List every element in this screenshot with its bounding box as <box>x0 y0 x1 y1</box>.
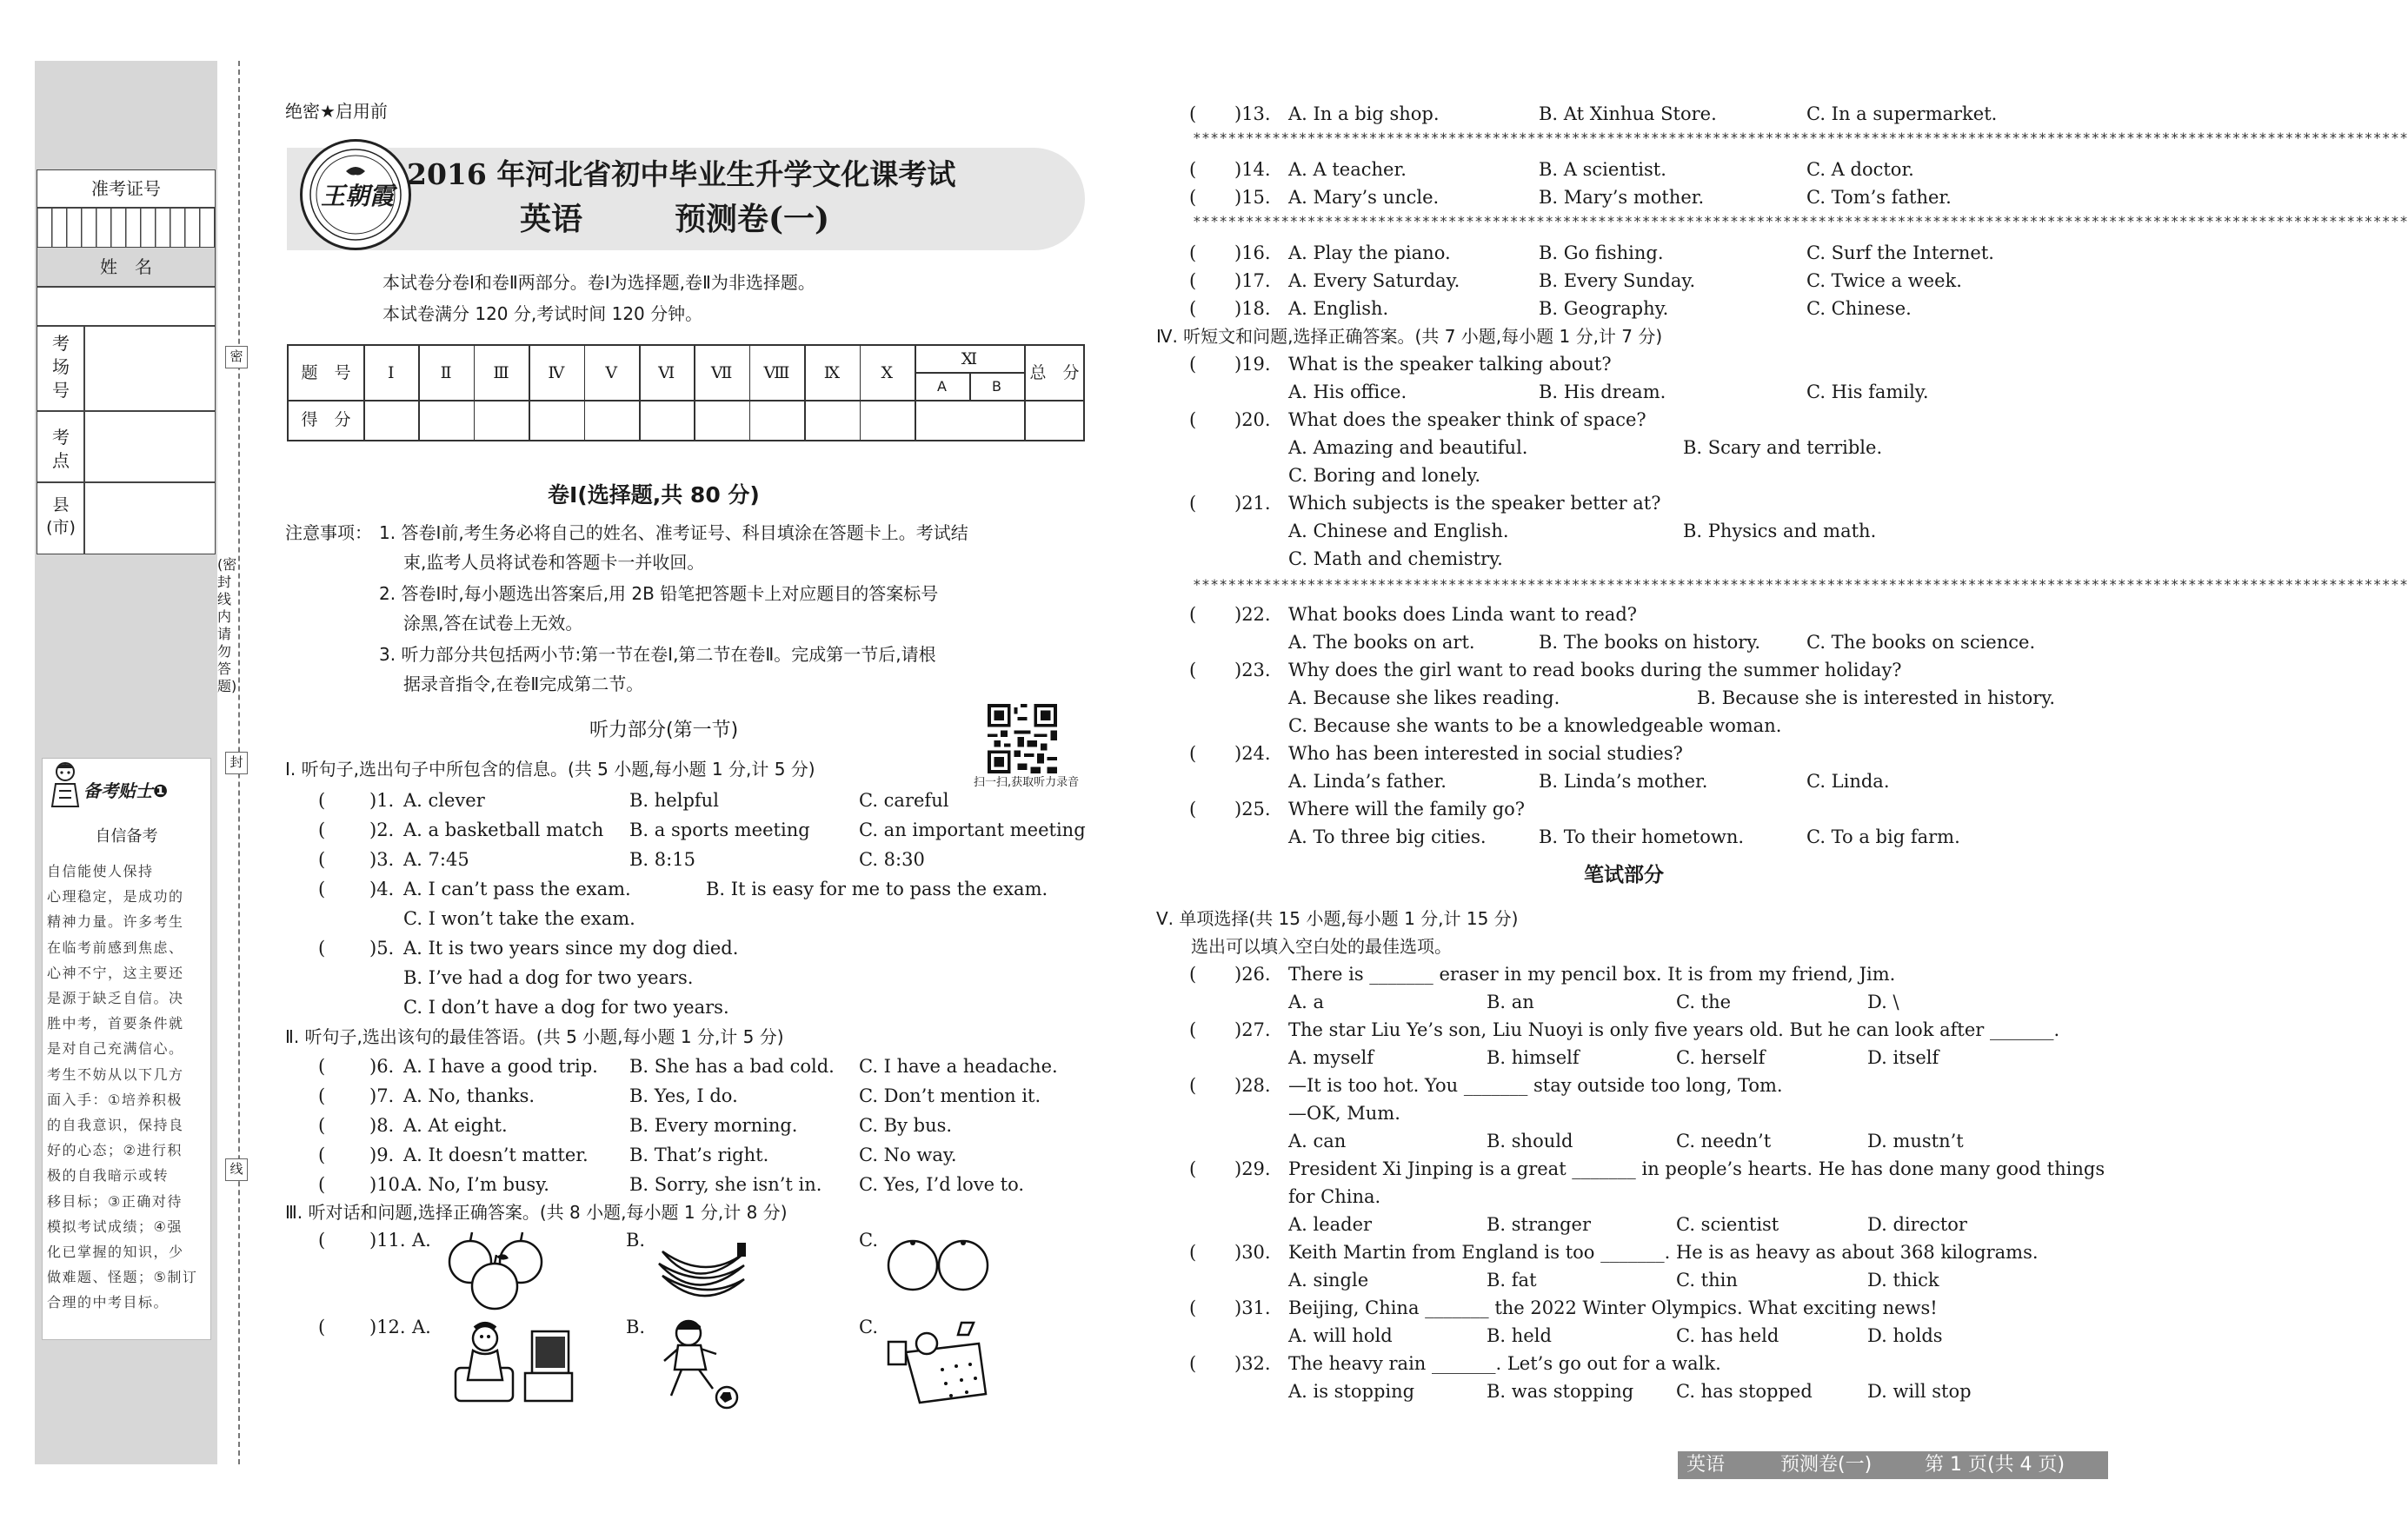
q13-number: )13. <box>1234 103 1271 124</box>
q18-paren[interactable]: ( <box>1189 298 1197 319</box>
q20-option-c[interactable]: C. Boring and lonely. <box>1288 465 1481 486</box>
q12-option-b[interactable]: B. <box>626 1317 646 1337</box>
q23-question: Why does the girl want to read books during the summer holiday? <box>1288 660 1902 680</box>
q11-option-c[interactable]: C. <box>859 1230 878 1251</box>
q32-paren[interactable]: ( <box>1189 1353 1197 1374</box>
q11-paren[interactable]: ( <box>318 1230 326 1251</box>
q27-option-b[interactable]: B. himself <box>1487 1047 1580 1068</box>
q27-option-c[interactable]: C. herself <box>1676 1047 1766 1068</box>
name-field[interactable] <box>37 287 215 325</box>
q10-option-c[interactable]: C. Yes, I’d love to. <box>859 1174 1025 1195</box>
score-col-xi-b: B <box>992 378 1001 395</box>
q23-option-c[interactable]: C. Because she wants to be a knowledgeable woman. <box>1288 715 1782 736</box>
county-label: 县(市) <box>46 495 76 537</box>
q22-option-a[interactable]: A. The books on art. <box>1288 632 1475 653</box>
q20-option-a[interactable]: A. Amazing and beautiful. <box>1288 437 1528 458</box>
q25-question: Where will the family go? <box>1288 799 1526 820</box>
tip-line: 心理稳定，是成功的 <box>47 888 184 906</box>
q7-option-c[interactable]: C. Don’t mention it. <box>859 1085 1041 1106</box>
tip-header: 备考贴士❶ <box>83 780 168 801</box>
q1-paren[interactable]: ( <box>318 790 326 811</box>
q20-number: )20. <box>1234 409 1271 430</box>
q26-number: )26. <box>1234 964 1271 985</box>
q14-option-b[interactable]: B. A scientist. <box>1539 159 1666 180</box>
q29-question-cont: for China. <box>1288 1186 1381 1207</box>
q23-option-b[interactable]: B. Because she is interested in history. <box>1697 687 2056 708</box>
score-col-1: Ⅰ <box>387 363 395 382</box>
separator-stars: ****************************************************************************************************************************************** <box>1193 576 2408 593</box>
q2-paren[interactable]: ( <box>318 820 326 840</box>
q30-question: Keith Martin from England is too _______. He is as heavy as about 368 kilograms. <box>1288 1242 2039 1263</box>
q11-option-a[interactable]: A. <box>412 1230 431 1251</box>
q5-paren[interactable]: ( <box>318 938 326 959</box>
q20-paren[interactable]: ( <box>1189 409 1197 430</box>
q8-option-c[interactable]: C. By bus. <box>859 1115 953 1136</box>
score-col-4: Ⅳ <box>548 363 565 382</box>
q28-option-d[interactable]: D. mustn’t <box>1867 1131 1964 1151</box>
q5-number: )5. <box>369 938 395 959</box>
seal-mark-mi: 密 <box>225 346 248 368</box>
q2-number: )2. <box>369 820 395 840</box>
tip-title: 自信备考 <box>95 827 158 846</box>
instruction-1: 本试卷分卷Ⅰ和卷Ⅱ两部分。卷Ⅰ为选择题,卷Ⅱ为非选择题。 <box>382 272 815 293</box>
q22-question: What books does Linda want to read? <box>1288 604 1638 625</box>
tip-line: 做难题、怪题；⑤制订 <box>47 1269 198 1286</box>
writing-title: 笔试部分 <box>1584 864 1664 886</box>
q13-option-a[interactable]: A. In a big shop. <box>1288 103 1440 124</box>
q32-option-d[interactable]: D. will stop <box>1867 1381 1972 1402</box>
q26-option-a[interactable]: A. a <box>1288 992 1325 1012</box>
q29-number: )29. <box>1234 1158 1271 1179</box>
tip-line: 精神力量。许多考生 <box>47 913 184 931</box>
q19-number: )19. <box>1234 354 1271 375</box>
score-col-2: Ⅱ <box>440 363 452 382</box>
q8-paren[interactable]: ( <box>318 1115 326 1136</box>
score-table <box>287 344 1085 441</box>
q1-option-c[interactable]: C. careful <box>859 790 949 811</box>
q30-option-c[interactable]: C. thin <box>1676 1270 1738 1291</box>
q31-number: )31. <box>1234 1297 1271 1318</box>
q4-paren[interactable]: ( <box>318 879 326 899</box>
q2-option-b[interactable]: B. a sports meeting <box>629 820 810 840</box>
seal-mark-xian: 线 <box>225 1158 248 1181</box>
q21-question: Which subjects is the speaker better at? <box>1288 493 1661 514</box>
q28-paren[interactable]: ( <box>1189 1075 1197 1096</box>
tip-line: 的自我意识，保持良 <box>47 1117 184 1133</box>
q6-number: )6. <box>369 1056 395 1077</box>
q32-question: The heavy rain _______. Let’s go out for a walk. <box>1288 1353 1721 1374</box>
score-row-label: 得 分 <box>301 410 351 429</box>
score-col-6: Ⅵ <box>658 363 675 382</box>
exam-no-cells[interactable] <box>37 207 216 247</box>
q10-number: )10. <box>369 1174 406 1195</box>
q26-option-d[interactable]: D. \ <box>1867 992 1899 1012</box>
q16-number: )16. <box>1234 242 1271 263</box>
part4-title: Ⅳ. 听短文和问题,选择正确答案。(共 7 小题,每小题 1 分,计 7 分) <box>1156 326 1663 347</box>
q31-option-c[interactable]: C. has held <box>1676 1325 1779 1346</box>
exam-no-label: 准考证号 <box>91 178 161 199</box>
logo-text: 王朝霞 <box>320 182 394 210</box>
q18-option-c[interactable]: C. Chinese. <box>1806 298 1912 319</box>
q4-option-c[interactable]: C. I won’t take the exam. <box>403 908 635 929</box>
q10-option-b[interactable]: B. Sorry, she isn’t in. <box>629 1174 822 1195</box>
q20-question: What does the speaker think of space? <box>1288 409 1646 430</box>
q24-option-b[interactable]: B. Linda’s mother. <box>1539 771 1708 792</box>
q30-option-b[interactable]: B. fat <box>1487 1270 1537 1291</box>
q8-number: )8. <box>369 1115 395 1136</box>
q27-option-d[interactable]: D. itself <box>1867 1047 1939 1068</box>
score-col-xi-a: A <box>937 378 947 395</box>
q30-option-a[interactable]: A. single <box>1288 1270 1369 1291</box>
section1-title: 卷Ⅰ(选择题,共 80 分) <box>548 482 760 508</box>
q28-option-b[interactable]: B. should <box>1487 1131 1573 1151</box>
q8-option-b[interactable]: B. Every morning. <box>629 1115 798 1136</box>
subject-title: 英语 <box>520 201 583 237</box>
q10-option-a[interactable]: A. No, I’m busy. <box>403 1174 549 1195</box>
q4-option-b[interactable]: B. It is easy for me to pass the exam. <box>706 879 1048 899</box>
q26-option-b[interactable]: B. an <box>1487 992 1534 1012</box>
q19-paren[interactable]: ( <box>1189 354 1197 375</box>
q11-option-b[interactable]: B. <box>626 1230 646 1251</box>
qr-caption: 扫一扫,获取听力录音 <box>974 776 1080 789</box>
tip-line: 在临考前感到焦虑、 <box>47 939 184 956</box>
q11-number: )11. <box>369 1230 406 1251</box>
note-1-line2: 束,监考人员将试卷和答题卡一并收回。 <box>403 552 705 573</box>
note-3-line2: 据录音指令,在卷Ⅱ完成第二节。 <box>403 674 644 694</box>
q4-option-a[interactable]: A. I can’t pass the exam. <box>403 879 631 899</box>
q9-paren[interactable]: ( <box>318 1145 326 1165</box>
q5-option-b[interactable]: B. I’ve had a dog for two years. <box>403 967 694 988</box>
q28-question-cont: —OK, Mum. <box>1288 1103 1400 1124</box>
tip-line: 是源于缺乏自信。决 <box>47 990 184 1006</box>
part2-title: Ⅱ. 听句子,选出该句的最佳答语。(共 5 小题,每小题 1 分,计 5 分) <box>285 1026 784 1047</box>
q14-option-c[interactable]: C. A doctor. <box>1806 159 1914 180</box>
q31-option-b[interactable]: B. held <box>1487 1325 1552 1346</box>
q24-option-c[interactable]: C. Linda. <box>1806 771 1890 792</box>
score-row-header: 题 号 <box>301 363 351 382</box>
q18-number: )18. <box>1234 298 1271 319</box>
q2-option-c[interactable]: C. an important meeting <box>859 820 1086 840</box>
q17-paren[interactable]: ( <box>1189 270 1197 291</box>
q31-option-d[interactable]: D. holds <box>1867 1325 1943 1346</box>
q30-number: )30. <box>1234 1242 1271 1263</box>
q28-option-a[interactable]: A. can <box>1288 1131 1347 1151</box>
footer-page: 第 1 页(共 4 页) <box>1925 1454 2065 1476</box>
watching-tv-icon <box>452 1319 574 1408</box>
q23-number: )23. <box>1234 660 1271 680</box>
q5-option-a[interactable]: A. It is two years since my dog died. <box>403 938 739 959</box>
q29-question: President Xi Jinping is a great _______ in people’s hearts. He has done many good things <box>1288 1158 2105 1179</box>
apples-icon <box>439 1234 552 1316</box>
q19-option-c[interactable]: C. His family. <box>1806 382 1929 402</box>
q15-option-c[interactable]: C. Tom’s father. <box>1806 187 1952 208</box>
note-2-line1: 2. 答卷Ⅰ时,每小题选出答案后,用 2B 铅笔把答题卡上对应题目的答案标号 <box>379 583 939 604</box>
q12-option-a[interactable]: A. <box>412 1317 431 1337</box>
q1-option-b[interactable]: B. helpful <box>629 790 719 811</box>
site-label: 考点 <box>52 427 70 471</box>
q31-paren[interactable]: ( <box>1189 1297 1197 1318</box>
q18-option-a[interactable]: A. English. <box>1288 298 1389 319</box>
instruction-2: 本试卷满分 120 分,考试时间 120 分钟。 <box>382 303 703 324</box>
q21-option-b[interactable]: B. Physics and math. <box>1683 521 1877 541</box>
q16-paren[interactable]: ( <box>1189 242 1197 263</box>
q27-paren[interactable]: ( <box>1189 1019 1197 1040</box>
q17-option-c[interactable]: C. Twice a week. <box>1806 270 1962 291</box>
q3-option-b[interactable]: B. 8:15 <box>629 849 695 870</box>
q9-option-c[interactable]: C. No way. <box>859 1145 957 1165</box>
q24-number: )24. <box>1234 743 1271 764</box>
score-col-xi: Ⅺ <box>961 349 978 368</box>
q9-option-b[interactable]: B. That’s right. <box>629 1145 769 1165</box>
q24-question: Who has been interested in social studies? <box>1288 743 1683 764</box>
q26-paren[interactable]: ( <box>1189 964 1197 985</box>
tip-line: 考生不妨从以下几方 <box>47 1065 184 1083</box>
q25-option-c[interactable]: C. To a big farm. <box>1806 826 1960 847</box>
q28-option-c[interactable]: C. needn’t <box>1676 1131 1772 1151</box>
q26-question: There is _______ eraser in my pencil box. It is from my friend, Jim. <box>1288 964 1896 985</box>
q12-number: )12. <box>369 1317 406 1337</box>
q22-option-b[interactable]: B. The books on history. <box>1539 632 1761 653</box>
q26-option-c[interactable]: C. the <box>1676 992 1732 1012</box>
mascot-icon <box>49 760 82 808</box>
q29-option-a[interactable]: A. leader <box>1288 1214 1373 1235</box>
q31-question: Beijing, China _______ the 2022 Winter Olympics. What exciting news! <box>1288 1297 1938 1318</box>
paper-name: 预测卷(一) <box>675 201 830 237</box>
q14-paren[interactable]: ( <box>1189 159 1197 180</box>
seal-note: (密封线内请勿答题) <box>217 556 237 694</box>
q8-option-a[interactable]: A. At eight. <box>403 1115 508 1136</box>
room-label: 考场号 <box>52 333 70 401</box>
q22-number: )22. <box>1234 604 1271 625</box>
q30-paren[interactable]: ( <box>1189 1242 1197 1263</box>
q21-paren[interactable]: ( <box>1189 493 1197 514</box>
q16-option-b[interactable]: B. Go fishing. <box>1539 242 1664 263</box>
footer-subject: 英语 <box>1686 1454 1726 1476</box>
q30-option-d[interactable]: D. thick <box>1867 1270 1939 1291</box>
score-col-9: Ⅸ <box>823 363 841 382</box>
q6-option-c[interactable]: C. I have a headache. <box>859 1056 1058 1077</box>
q21-option-a[interactable]: A. Chinese and English. <box>1288 521 1509 541</box>
q32-option-a[interactable]: A. is stopping <box>1288 1381 1415 1402</box>
part5-title: Ⅴ. 单项选择(共 15 小题,每小题 1 分,计 15 分) <box>1156 908 1519 929</box>
bananas-icon <box>654 1234 749 1311</box>
q27-option-a[interactable]: A. myself <box>1288 1047 1374 1068</box>
q32-option-b[interactable]: B. was stopping <box>1487 1381 1634 1402</box>
q17-option-a[interactable]: A. Every Saturday. <box>1288 270 1460 291</box>
tip-line: 极的自我暗示或转 <box>47 1167 170 1185</box>
score-col-10: Ⅹ <box>881 363 894 382</box>
score-col-7: Ⅶ <box>710 363 733 382</box>
q7-paren[interactable]: ( <box>318 1085 326 1106</box>
q17-option-b[interactable]: B. Every Sunday. <box>1539 270 1696 291</box>
q20-option-b[interactable]: B. Scary and terrible. <box>1683 437 1883 458</box>
q27-question: The star Liu Ye’s son, Liu Nuoyi is only five years old. But he can look after _______. <box>1288 1019 2060 1040</box>
q6-option-a[interactable]: A. I have a good trip. <box>403 1056 598 1077</box>
q3-paren[interactable]: ( <box>318 849 326 870</box>
q24-option-a[interactable]: A. Linda’s father. <box>1288 771 1447 792</box>
separator-stars: ****************************************************************************************************************************************** <box>1193 213 2408 229</box>
notes-label: 注意事项： <box>285 522 372 543</box>
top-secret-label: 绝密★启用前 <box>285 101 388 122</box>
qr-code-icon[interactable] <box>988 704 1057 773</box>
q15-option-b[interactable]: B. Mary’s mother. <box>1539 187 1705 208</box>
q6-paren[interactable]: ( <box>318 1056 326 1077</box>
q3-option-a[interactable]: A. 7:45 <box>403 849 469 870</box>
q25-number: )25. <box>1234 799 1271 820</box>
q31-option-a[interactable]: A. will hold <box>1288 1325 1393 1346</box>
tip-line: 移目标；③正确对待 <box>47 1192 183 1210</box>
tip-line: 模拟考试成绩；④强 <box>47 1218 183 1235</box>
q9-option-a[interactable]: A. It doesn’t matter. <box>403 1145 589 1165</box>
q3-option-c[interactable]: C. 8:30 <box>859 849 925 870</box>
q32-number: )32. <box>1234 1353 1271 1374</box>
tip-line: 化已掌握的知识，少 <box>47 1244 184 1260</box>
q19-option-b[interactable]: B. His dream. <box>1539 382 1666 402</box>
score-col-3: Ⅲ <box>493 363 509 382</box>
q25-paren[interactable]: ( <box>1189 799 1197 820</box>
q5-option-c[interactable]: C. I don’t have a dog for two years. <box>403 997 729 1018</box>
footer-paper: 预测卷(一) <box>1780 1454 1873 1476</box>
note-2-line2: 涂黑,答在试卷上无效。 <box>403 613 583 634</box>
q13-paren[interactable]: ( <box>1189 103 1197 124</box>
q29-option-d[interactable]: D. director <box>1867 1214 1967 1235</box>
note-3-line1: 3. 听力部分共包括两小节:第一节在卷Ⅰ,第二节在卷Ⅱ。完成第一节后,请根 <box>379 644 936 665</box>
q28-number: )28. <box>1234 1075 1271 1096</box>
q16-option-a[interactable]: A. Play the piano. <box>1288 242 1451 263</box>
q29-paren[interactable]: ( <box>1189 1158 1197 1179</box>
part3-title: Ⅲ. 听对话和问题,选择正确答案。(共 8 小题,每小题 1 分,计 8 分) <box>285 1202 788 1223</box>
q25-option-b[interactable]: B. To their hometown. <box>1539 826 1745 847</box>
tip-line: 自信能使人保持 <box>47 863 154 879</box>
q28-question: —It is too hot. You _______ stay outside too long, Tom. <box>1288 1075 1783 1096</box>
q7-number: )7. <box>369 1085 395 1106</box>
q29-option-c[interactable]: C. scientist <box>1676 1214 1779 1235</box>
separator-stars: ****************************************************************************************************************************************** <box>1193 129 2408 146</box>
part1-title: Ⅰ. 听句子,选出句子中所包含的信息。(共 5 小题,每小题 1 分,计 5 分) <box>285 759 815 780</box>
oranges-icon <box>885 1234 989 1298</box>
q15-paren[interactable]: ( <box>1189 187 1197 208</box>
q22-paren[interactable]: ( <box>1189 604 1197 625</box>
q15-number: )15. <box>1234 187 1271 208</box>
note-1-line1: 1. 答卷Ⅰ前,考生务必将自己的姓名、准考证号、科目填涂在答题卡上。考试结 <box>379 522 968 543</box>
tip-line: 心神不宁，这主要还 <box>47 964 184 981</box>
q27-number: )27. <box>1234 1019 1271 1040</box>
q1-number: )1. <box>369 790 395 811</box>
county-field[interactable] <box>85 483 215 553</box>
score-col-total: 总 分 <box>1029 363 1080 382</box>
q19-option-a[interactable]: A. His office. <box>1288 382 1407 402</box>
exam-title: 2016 年河北省初中毕业生升学文化课考试 <box>407 157 956 191</box>
tip-line: 胜中考，首要条件就 <box>47 1015 184 1032</box>
score-col-5: Ⅴ <box>605 363 618 382</box>
publisher-logo <box>300 139 411 250</box>
q15-option-a[interactable]: A. Mary’s uncle. <box>1288 187 1440 208</box>
q10-paren[interactable]: ( <box>318 1174 326 1195</box>
part5-subtitle: 选出可以填入空白处的最佳选项。 <box>1191 936 1452 957</box>
q14-option-a[interactable]: A. A teacher. <box>1288 159 1407 180</box>
tip-line: 合理的中考目标。 <box>47 1294 170 1311</box>
site-field[interactable] <box>85 412 215 481</box>
q14-number: )14. <box>1234 159 1271 180</box>
seal-mark-feng: 封 <box>225 752 248 774</box>
room-field[interactable] <box>85 327 215 410</box>
page-footer <box>1678 1451 2108 1479</box>
listening-title: 听力部分(第一节) <box>589 720 739 741</box>
q3-number: )3. <box>369 849 395 870</box>
q23-option-a[interactable]: A. Because she likes reading. <box>1288 687 1560 708</box>
q25-option-a[interactable]: A. To three big cities. <box>1288 826 1487 847</box>
q21-number: )21. <box>1234 493 1271 514</box>
q32-option-c[interactable]: C. has stopped <box>1676 1381 1813 1402</box>
q29-option-b[interactable]: B. stranger <box>1487 1214 1591 1235</box>
q7-option-b[interactable]: B. Yes, I do. <box>629 1085 738 1106</box>
q6-option-b[interactable]: B. She has a bad cold. <box>629 1056 835 1077</box>
q24-paren[interactable]: ( <box>1189 743 1197 764</box>
q13-option-b[interactable]: B. At Xinhua Store. <box>1539 103 1717 124</box>
q4-number: )4. <box>369 879 395 899</box>
q23-paren[interactable]: ( <box>1189 660 1197 680</box>
q7-option-a[interactable]: A. No, thanks. <box>403 1085 535 1106</box>
tip-line: 面入手：①培养积极 <box>47 1091 183 1108</box>
q2-option-a[interactable]: A. a basketball match <box>403 820 604 840</box>
q17-number: )17. <box>1234 270 1271 291</box>
score-col-8: Ⅷ <box>763 363 790 382</box>
q12-option-c[interactable]: C. <box>859 1317 878 1337</box>
sleeping-in-bed-icon <box>888 1317 993 1408</box>
q1-option-a[interactable]: A. clever <box>403 790 485 811</box>
q18-option-b[interactable]: B. Geography. <box>1539 298 1669 319</box>
q13-option-c[interactable]: C. In a supermarket. <box>1806 103 1998 124</box>
tip-line: 好的心态；②进行积 <box>47 1142 183 1159</box>
q16-option-c[interactable]: C. Surf the Internet. <box>1806 242 1994 263</box>
q12-paren[interactable]: ( <box>318 1317 326 1337</box>
playing-football-icon <box>662 1317 749 1413</box>
q22-option-c[interactable]: C. The books on science. <box>1806 632 2036 653</box>
q21-option-c[interactable]: C. Math and chemistry. <box>1288 548 1503 569</box>
q19-question: What is the speaker talking about? <box>1288 354 1612 375</box>
q9-number: )9. <box>369 1145 395 1165</box>
tip-line: 是对自己充满信心。 <box>47 1040 184 1058</box>
name-label: 姓 名 <box>100 256 152 277</box>
